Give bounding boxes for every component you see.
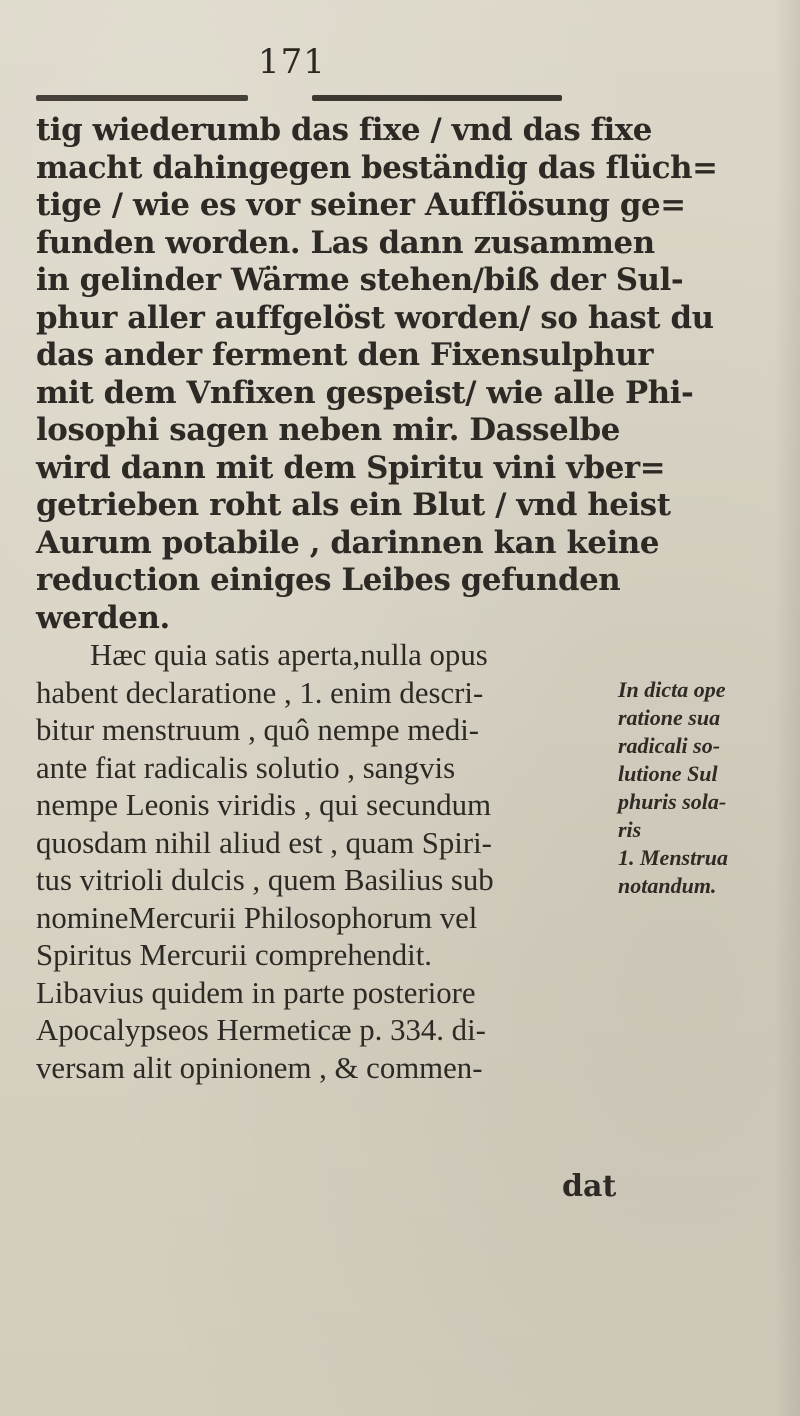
marginal-note-line: notandum. [618, 873, 717, 898]
marginal-note-line: phuris sola- [618, 789, 727, 814]
text-line: versam alit opinionem , & commen- [36, 1050, 483, 1085]
text-line: Aurum potabile , darinnen kan keine [36, 524, 660, 561]
text-line: Libavius quidem in parte posteriore [36, 975, 476, 1010]
text-line: werden. [36, 599, 170, 636]
text-line: mit dem Vnfixen gespeist/ wie alle Phi- [36, 374, 694, 411]
marginal-note-line: 1. Menstrua [618, 845, 729, 870]
marginal-note-line: lutione Sul [618, 761, 718, 786]
marginal-note-line: radicali so- [618, 733, 721, 758]
text-line: tig wiederumb das fixe / vnd das fixe [36, 112, 652, 148]
text-line: Spiritus Mercurii comprehendit. [36, 938, 432, 972]
page-number: 171 [258, 42, 326, 82]
text-line: funden worden. Las dann zusammen [36, 224, 655, 261]
text-line: quosdam nihil aliud est , quam Spiri- [36, 825, 492, 860]
catchword: dat [562, 1169, 617, 1204]
header-rule-right [312, 95, 562, 101]
text-line: in gelinder Wärme stehen/biß der Sul- [36, 262, 684, 298]
text-line: reduction einiges Leibes gefunden [36, 562, 621, 598]
text-line: macht dahingegen beständig das flüch= [36, 149, 718, 186]
text-line: nempe Leonis viridis , qui secundum [36, 788, 492, 822]
text-line: phur aller auffgelöst worden/ so hast du [36, 299, 714, 336]
text-line: Hæc quia satis aperta,nulla opus [90, 638, 488, 672]
marginal-note-line: ris [618, 817, 642, 842]
text-line: tige / wie es vor seiner Aufflösung ge= [36, 187, 686, 223]
text-line: getrieben roht als ein Blut / vnd heist [36, 487, 671, 523]
text-line: nomineMercurii Philosophorum vel [36, 900, 478, 935]
header-rule-left [36, 95, 248, 101]
marginal-notes [618, 676, 796, 900]
text-line: losophi sagen neben mir. Dasselbe [36, 412, 620, 448]
text-line: Apocalypseos Hermeticæ p. 334. di- [36, 1013, 486, 1047]
text-line: wird dann mit dem Spiritu vini vber= [36, 449, 666, 486]
text-line: tus vitrioli dulcis , quem Basilius sub [36, 863, 494, 897]
text-line: bitur menstruum , quô nempe medi- [36, 713, 480, 747]
text-line: das ander ferment den Fixensulphur [36, 337, 654, 373]
marginal-note-line: In dicta ope [618, 677, 726, 702]
text-line: habent declaratione , 1. enim descri- [36, 675, 484, 710]
marginal-note-line: ratione sua [618, 705, 721, 730]
text-line: ante fiat radicalis solutio , sangvis [36, 750, 456, 785]
